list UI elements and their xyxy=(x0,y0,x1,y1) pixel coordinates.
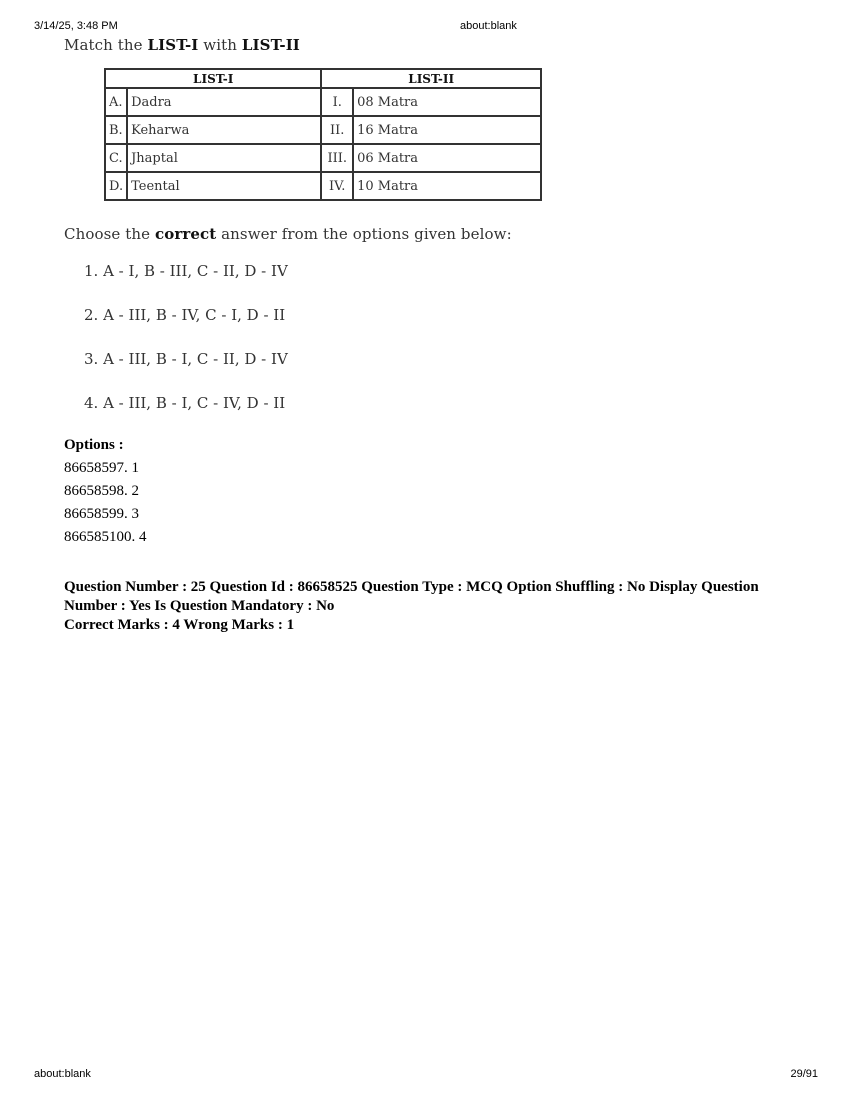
page-number: 29/91 xyxy=(790,1068,818,1080)
row-key: D. xyxy=(105,172,127,200)
row-item: Keharwa xyxy=(127,116,321,144)
answer-list xyxy=(84,257,542,433)
row-roman-key: IV. xyxy=(321,172,353,200)
answer-choice: 3. A - III, B - I, C - II, D - IV xyxy=(84,350,288,368)
row-roman-key: III. xyxy=(321,144,353,172)
row-key: C. xyxy=(105,144,127,172)
match-table xyxy=(104,68,542,201)
table-header-row xyxy=(105,69,541,88)
row-roman-key: I. xyxy=(321,88,353,116)
print-url: about:blank xyxy=(460,20,517,32)
instruction-prefix: Match the xyxy=(64,36,148,54)
marks-info: Correct Marks : 4 Wrong Marks : 1 xyxy=(64,617,295,633)
option-item: 86658598. 2 xyxy=(64,483,139,499)
footer-url: about:blank xyxy=(34,1068,91,1080)
row-item: Dadra xyxy=(127,88,321,116)
table-row xyxy=(105,116,541,144)
table-row xyxy=(105,172,541,200)
answer-choice: 1. A - I, B - III, C - II, D - IV xyxy=(84,262,288,280)
answer-choice: 2. A - III, B - IV, C - I, D - II xyxy=(84,306,286,324)
header-list1: LIST-I xyxy=(105,69,321,88)
row-roman-item: 08 Matra xyxy=(353,88,541,116)
option-item: 866585100. 4 xyxy=(64,529,147,545)
print-datetime: 3/14/25, 3:48 PM xyxy=(34,20,118,32)
instruction-list2: LIST-II xyxy=(241,36,300,54)
row-key: A. xyxy=(105,88,127,116)
question-metadata xyxy=(64,578,804,635)
row-roman-item: 10 Matra xyxy=(353,172,541,200)
row-roman-key: II. xyxy=(321,116,353,144)
question-image xyxy=(62,36,542,433)
question-info: Question Number : 25 Question Id : 86658525 Question Type : MCQ Option Shuffling : No Display Question Number : Yes Is Question Mandatory : No xyxy=(64,579,759,614)
table-row xyxy=(105,88,541,116)
option-item: 86658597. 1 xyxy=(64,460,139,476)
option-item: 86658599. 3 xyxy=(64,506,139,522)
row-roman-item: 16 Matra xyxy=(353,116,541,144)
choose-prefix: Choose the xyxy=(64,225,155,243)
choose-bold: correct xyxy=(154,225,217,243)
header-list2: LIST-II xyxy=(321,69,541,88)
print-footer xyxy=(0,1068,850,1082)
row-roman-item: 06 Matra xyxy=(353,144,541,172)
instruction-list1: LIST-I xyxy=(147,36,199,54)
answer-choice: 4. A - III, B - I, C - IV, D - II xyxy=(84,394,286,412)
instruction-with: with xyxy=(198,36,242,54)
row-item: Teental xyxy=(127,172,321,200)
row-key: B. xyxy=(105,116,127,144)
question-instruction xyxy=(64,36,542,54)
choose-suffix: answer from the options given below: xyxy=(216,225,512,243)
table-row xyxy=(105,144,541,172)
print-header xyxy=(0,20,850,34)
options-block xyxy=(64,437,147,552)
row-item: Jhaptal xyxy=(127,144,321,172)
options-title: Options : xyxy=(64,437,124,453)
choose-instruction xyxy=(64,225,542,243)
